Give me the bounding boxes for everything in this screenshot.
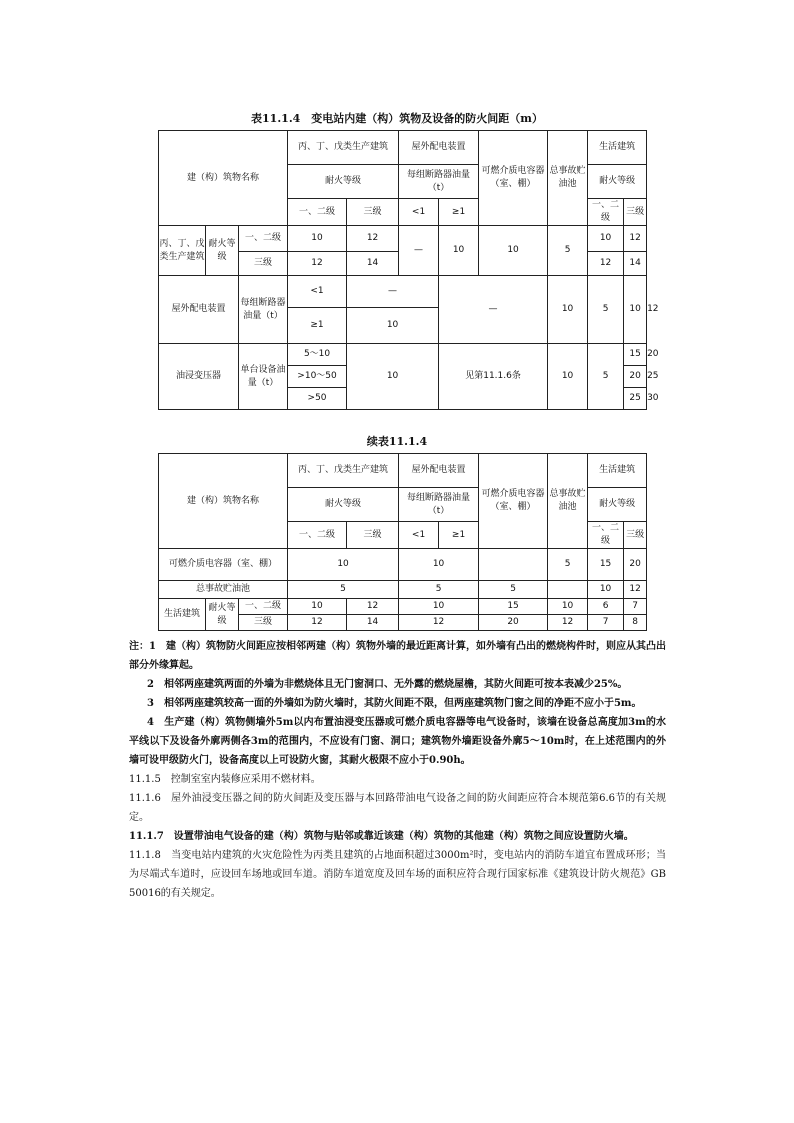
header-combust: 可燃介质电容器（室、棚） <box>479 454 548 549</box>
header-oil: 每组断路器油量（t） <box>399 165 479 199</box>
note-3: 3 相邻两座建筑较高一面的外墙如为防火墙时，其防火间距不限，但两座建筑物门窗之间的净距不应小于5m。 <box>147 698 642 709</box>
header-bing: 丙、丁、戊类生产建筑 <box>288 454 399 488</box>
header-g3: 三级 <box>347 199 399 226</box>
row-combust: 可燃介质电容器（室、棚） <box>159 549 288 581</box>
header-outdoor: 屋外配电装置 <box>399 131 479 165</box>
cell: 6 <box>588 599 624 615</box>
header-g3: 三级 <box>624 522 647 549</box>
header-g3: 三级 <box>624 199 647 226</box>
header-lt1: <1 <box>399 522 439 549</box>
notes <box>129 637 666 903</box>
cell: 10 <box>288 226 347 252</box>
cell: 5 <box>288 581 399 599</box>
row-pool: 总事故贮油池 <box>159 581 288 599</box>
cell: 12 <box>624 581 647 599</box>
cell: 10 <box>588 581 624 599</box>
row-g3: 三级 <box>239 615 288 631</box>
cell: 15 <box>479 599 548 615</box>
cell: 12 <box>347 226 399 252</box>
cell: 10 <box>548 276 588 344</box>
cell: 12 <box>288 615 347 631</box>
row-10-50: >10～50 <box>288 366 347 388</box>
cell: 10 <box>347 344 439 410</box>
cell: 7 <box>624 599 647 615</box>
cell: 5 <box>548 549 588 581</box>
row-g3: 三级 <box>239 252 288 276</box>
cell: 5 <box>548 226 588 276</box>
cell: 5 <box>479 581 548 599</box>
header-living: 生活建筑 <box>588 131 647 165</box>
cell: 20 <box>624 366 647 388</box>
cell: 10 <box>347 308 439 344</box>
cell: 14 <box>347 615 399 631</box>
row-single: 单台设备油量（t） <box>239 344 288 410</box>
cell: 20 <box>479 615 548 631</box>
header-outdoor: 屋外配电装置 <box>399 454 479 488</box>
row-trans: 油浸变压器 <box>159 344 239 410</box>
cell: 12 <box>288 252 347 276</box>
header-ge1: ≥1 <box>439 199 479 226</box>
cell: — <box>347 276 439 308</box>
row-ge1: ≥1 <box>288 308 347 344</box>
table2-title: 续表11.1.4 <box>366 435 428 448</box>
cell: 5 <box>588 344 624 410</box>
cell <box>548 581 588 599</box>
header-living: 生活建筑 <box>588 454 647 488</box>
clause-11-1-8: 11.1.8 当变电站内建筑的火灾危险性为丙类且建筑的占地面积超过3000m²时，变电站内的消防车道宜布置成环形；当为尽端式车道时，应设回车场地或回车道。消防车道宽度及回车场的面积应符合现行国家标准《建筑设计防火规范》GB 50016的有关规定。 <box>129 850 666 899</box>
header-g12: 一、二级 <box>588 199 624 226</box>
header-pool: 总事故贮油池 <box>548 131 588 226</box>
row-g12: 一、二级 <box>239 599 288 615</box>
cell: 8 <box>624 615 647 631</box>
row-50: >50 <box>288 388 347 410</box>
cell: 10 <box>399 549 479 581</box>
row-fire: 耐火等级 <box>206 226 239 276</box>
header-fire: 耐火等级 <box>588 165 647 199</box>
cell: 10 <box>548 344 588 410</box>
cell: 10 <box>479 226 548 276</box>
cell: 5 <box>588 276 624 344</box>
cell: 12 <box>347 599 399 615</box>
cell: 25 <box>624 388 647 410</box>
cell: — <box>399 226 439 276</box>
cell: 7 <box>588 615 624 631</box>
cell: 10 <box>399 599 479 615</box>
fire-distance-table: 建（构）筑物名称 丙、丁、戊类生产建筑 屋外配电装置 可燃介质电容器（室、棚） 总事故贮油池 生活建筑 耐火等级 每组断路器油量（t） 耐火等级 一、二级 三级 <1 ≥1 一、二级 三级 丙、丁、戊类生产建筑 耐火等级 一、二级 10 12 — 10 10 5 10 12 三级 12 14 12 14 屋外配电装置 每组断路器油量（t） <1 — — 10 5 10 12 ≥1 10 油浸变压器 单台设备油量（t） 5～10 10 见第11.1.6条 10 5 15 20 >10～50 20 25 >50 25 30 <box>158 130 647 410</box>
cell: 10 <box>288 599 347 615</box>
cell <box>479 549 548 581</box>
row-fire: 耐火等级 <box>206 599 239 631</box>
cell: 15 <box>588 549 624 581</box>
cell: 12 <box>624 226 647 252</box>
note-1: 注：1 建（构）筑物防火间距应按相邻两建（构）筑物外墙的最近距离计算，如外墙有凸出的燃烧构件时，则应从其凸出部分外缘算起。 <box>129 641 666 671</box>
cell: — <box>439 276 548 344</box>
note-4: 4 生产建（构）筑物侧墙外5m以内布置油浸变压器或可燃介质电容器等电气设备时，该墙在设备总高度加3m的水平线以下及设备外廓两侧各3m的范围内，不应设有门窗、洞口；建筑物外墙距设备外廓5～10m时，在上述范围内的外墙可设甲级防火门，设备高度以上可设防火窗，其耐火极限不应小于0.90h。 <box>129 717 666 766</box>
header-oil: 每组断路器油量（t） <box>399 488 479 522</box>
row-bing: 丙、丁、戊类生产建筑 <box>159 226 206 276</box>
table1-title: 表11.1.4 变电站内建（构）筑物及设备的防火间距（m） <box>251 112 543 125</box>
header-g12: 一、二级 <box>288 522 347 549</box>
header-name: 建（构）筑物名称 <box>159 131 288 226</box>
clause-11-1-5: 11.1.5 控制室室内装修应采用不燃材料。 <box>129 774 321 785</box>
cell: 12 <box>548 615 588 631</box>
cell: 10 <box>548 599 588 615</box>
cell: 12 <box>588 252 624 276</box>
header-fire: 耐火等级 <box>588 488 647 522</box>
cell: 10 <box>624 276 647 344</box>
row-lt1: <1 <box>288 276 347 308</box>
header-g3: 三级 <box>347 522 399 549</box>
cell: 12 <box>399 615 479 631</box>
fire-distance-table-continued <box>158 453 647 631</box>
header-combust: 可燃介质电容器（室、棚） <box>479 131 548 226</box>
header-ge1: ≥1 <box>439 522 479 549</box>
cell: 14 <box>347 252 399 276</box>
row-living: 生活建筑 <box>159 599 206 631</box>
row-outdoor: 屋外配电装置 <box>159 276 239 344</box>
header-g12: 一、二级 <box>588 522 624 549</box>
cell: 10 <box>588 226 624 252</box>
header-name: 建（构）筑物名称 <box>159 454 288 549</box>
note-2: 2 相邻两座建筑两面的外墙为非燃烧体且无门窗洞口、无外露的燃烧屋檐，其防火间距可按本表减少25%。 <box>147 679 628 690</box>
cell: 14 <box>624 252 647 276</box>
header-bing: 丙、丁、戊类生产建筑 <box>288 131 399 165</box>
cell: 20 <box>624 549 647 581</box>
cell: 15 <box>624 344 647 366</box>
header-fire: 耐火等级 <box>288 165 399 199</box>
row-5-10: 5～10 <box>288 344 347 366</box>
header-lt1: <1 <box>399 199 439 226</box>
row-g12: 一、二级 <box>239 226 288 252</box>
header-fire: 耐火等级 <box>288 488 399 522</box>
cell: 见第11.1.6条 <box>439 344 548 410</box>
cell: 10 <box>439 226 479 276</box>
clause-11-1-6: 11.1.6 屋外油浸变压器之间的防火间距及变压器与本回路带油电气设备之间的防火间距应符合本规范第6.6节的有关规定。 <box>129 793 666 823</box>
header-pool: 总事故贮油池 <box>548 454 588 549</box>
clause-11-1-7: 11.1.7 设置带油电气设备的建（构）筑物与贴邻或靠近该建（构）筑物的其他建（构）筑物之间应设置防火墙。 <box>129 831 634 842</box>
header-g12: 一、二级 <box>288 199 347 226</box>
row-oil: 每组断路器油量（t） <box>239 276 288 344</box>
cell: 10 <box>288 549 399 581</box>
cell: 5 <box>399 581 479 599</box>
